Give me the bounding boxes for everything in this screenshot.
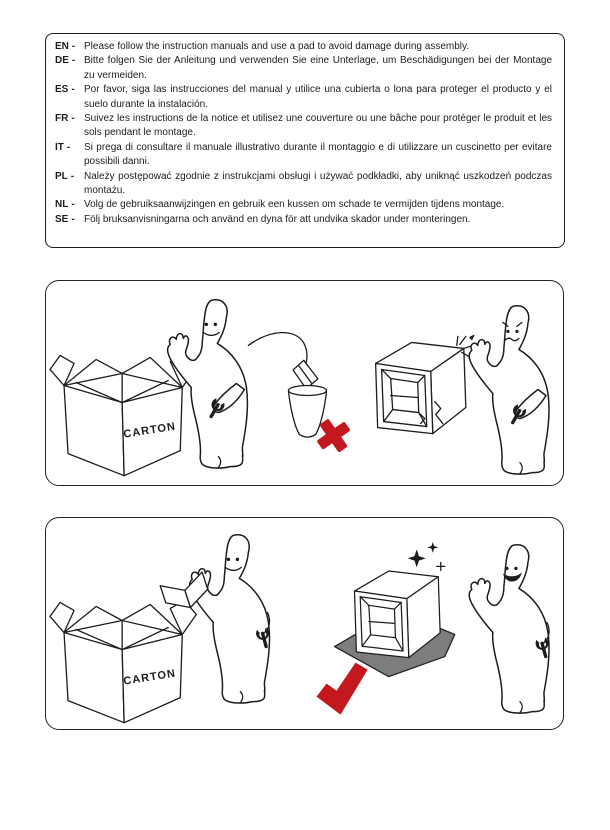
language-code: DE - — [55, 55, 76, 67]
waste-bin-icon — [288, 386, 326, 438]
approved-check-icon — [317, 663, 368, 715]
notice-text: Volg de gebruiksaanwijzingen en gebruik een kussen om schade te vermijden tijdens montage. — [84, 199, 505, 211]
panel-right-way — [45, 517, 564, 730]
notice-row-nl — [55, 198, 552, 212]
notice-text: Si prega di consultare il manuale illustrativo durante il montaggio e di utilizzare un cuscinetto per evitare possibili danni. — [84, 141, 552, 168]
language-code: ES - — [55, 84, 75, 96]
sparkles-icon — [408, 542, 445, 570]
right-way-illustration — [46, 518, 563, 729]
language-code: SE - — [55, 213, 75, 225]
language-code: NL - — [55, 199, 75, 211]
notice-row-es — [55, 83, 552, 112]
notice-row-it — [55, 141, 552, 170]
language-code: IT - — [55, 141, 71, 153]
notice-row-en — [55, 40, 552, 54]
language-code: EN - — [55, 41, 76, 52]
dash-separator: - — [71, 113, 75, 125]
notice-text: Suivez les instructions de la notice et utilisez une couverture ou une bâche pour protéger le produit et les sols pendant le montage. — [84, 113, 552, 139]
dash-separator: - — [71, 41, 76, 52]
notice-row-fr — [55, 112, 552, 141]
notice-row-pl — [55, 170, 552, 199]
language-code: FR - — [55, 113, 75, 125]
dash-separator: - — [71, 84, 75, 96]
notice-row-se — [55, 213, 552, 227]
notice-text: Por favor, siga las instrucciones del manual y utilice una cubierta o lona para proteger el producto y el suelo durante la instalación. — [84, 84, 552, 110]
multilingual-notice-box — [45, 33, 565, 248]
damaged-cabinet-illustration — [376, 335, 474, 433]
carton-label: CARTON — [122, 667, 177, 688]
notice-text: Bitte folgen Sie der Anleitung und verwenden Sie eine Unterlage, um Beschädigungen bei der Montage zu vermeiden. — [84, 55, 552, 81]
notice-row-de — [55, 54, 552, 83]
worried-mascot — [469, 306, 549, 474]
carton-box-illustration — [50, 600, 196, 722]
panel-wrong-way — [45, 280, 564, 486]
thumbs-up-mascot — [469, 545, 552, 713]
dash-separator: - — [71, 199, 75, 211]
notice-text: Należy postępować zgodnie z instrukcjami obsługi i używać podkładki, aby uniknąć uszkodzeń podczas montażu. — [84, 170, 552, 197]
notice-text: Please follow the instruction manuals and use a pad to avoid damage during assembly. — [84, 41, 470, 52]
wrong-way-illustration — [46, 281, 563, 485]
dash-separator: - — [66, 141, 71, 153]
carton-label: CARTON — [122, 420, 177, 441]
dash-separator: - — [71, 213, 75, 225]
notice-text: Följ bruksanvisningarna och använd en dyna för att undvika skador under monteringen. — [84, 213, 471, 225]
carton-box-illustration — [50, 353, 196, 475]
language-code: PL - — [55, 170, 75, 182]
dash-separator: - — [70, 170, 75, 182]
dash-separator: - — [71, 55, 76, 67]
